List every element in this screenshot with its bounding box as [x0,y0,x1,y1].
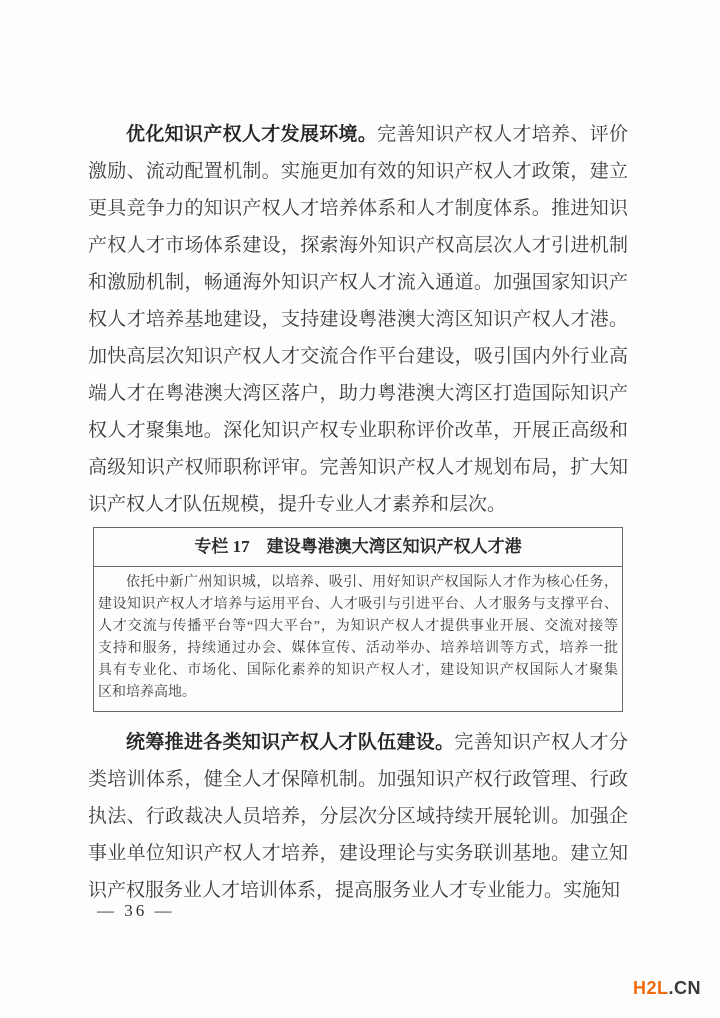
paragraph-lead: 优化知识产权人才发展环境。 [126,124,378,145]
text-line: 依托中新广州知识城，以培养、吸引、用好知识产权国际人才作为核心任务， [126,575,618,590]
text-line: 建设知识产权人才培养与运用平台、人才吸引与引进平台、人才服务与支撑平台、 [98,597,618,612]
text-line: 识产权服务业人才培训体系，提高服务业人才专业能力。实施知 [88,880,621,901]
paragraph-coordinate-teams [88,724,628,909]
callout-box-body [94,567,622,711]
text-line: 和激励机制，畅通海外知识产权人才流入通道。加强国家知识产 [88,272,628,293]
paragraph-optimize-environment [88,116,628,523]
text-line: 产权人才市场体系建设，探索海外知识产权高层次人才引进机制 [88,235,628,256]
paragraph-lines [88,153,628,523]
text-line: 事业单位知识产权人才培养，建设理论与实务联训基地。建立知 [88,843,628,864]
text-line: 区和培养高地。 [98,685,196,700]
text-line: 激励、流动配置机制。实施更加有效的知识产权人才政策，建立 [88,161,628,182]
paragraph-line-text: 完善知识产权人才培养、评价 [377,124,628,145]
watermark-brand: H2L [633,978,669,998]
paragraph-lines [88,761,628,909]
paragraph-line [88,116,628,153]
text-line: 高级知识产权师职称评审。完善知识产权人才规划布局，扩大知 [88,457,628,478]
text-line: 人才交流与传播平台等“四大平台”，为知识产权人才提供事业开展、交流对接等 [98,619,618,634]
text-line: 识产权人才队伍规模，提升专业人才素养和层次。 [88,494,507,515]
watermark-suffix: .CN [668,978,702,998]
text-line: 具有专业化、市场化、国际化素养的知识产权人才，建设知识产权国际人才聚集 [98,663,618,678]
text-line: 加快高层次知识产权人才交流合作平台建设，吸引国内外行业高 [88,346,628,367]
paragraph-line [88,724,628,761]
callout-box-zhuanlan-17 [93,527,623,712]
text-line: 执法、行政裁决人员培养，分层次分区域持续开展轮训。加强企 [88,806,628,827]
text-line: 支持和服务，持续通过办会、媒体宣传、活动举办、培养培训等方式，培养一批 [98,641,618,656]
paragraph-line-text: 完善知识产权人才分 [454,732,628,753]
text-line: 权人才聚集地。深化知识产权专业职称评价改革，开展正高级和 [88,420,628,441]
text-line: 权人才培养基地建设，支持建设粤港澳大湾区知识产权人才港。 [88,309,628,330]
text-line: 更具竞争力的知识产权人才培养体系和人才制度体系。推进知识 [88,198,628,219]
watermark [633,978,701,999]
callout-box-title: 专栏 17 建设粤港澳大湾区知识产权人才港 [94,528,622,567]
paragraph-lead: 统筹推进各类知识产权人才队伍建设。 [126,732,455,753]
text-line: 类培训体系，健全人才保障机制。加强知识产权行政管理、行政 [88,769,628,790]
text-line: 端人才在粤港澳大湾区落户，助力粤港澳大湾区打造国际知识产 [88,383,628,404]
page-content [88,116,628,909]
page-number: — 36 — [97,901,175,920]
